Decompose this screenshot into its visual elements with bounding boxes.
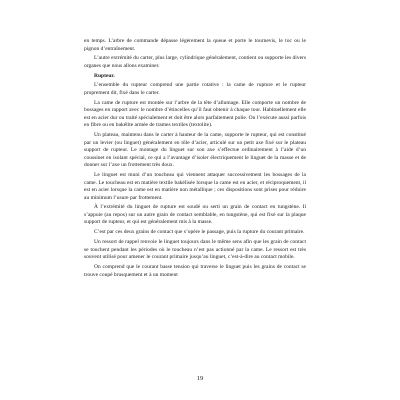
- section-heading-rupteur: Rupteur.: [94, 73, 115, 80]
- paragraph-ressort-rappel: Un ressort de rappel renvoie le linguet toujours dans le même sens afin que les grain de contact se touchent pendant les périodes où le toucheau n’est pas actionné par la came. Le ressort est très souvent utilisé pour amener le courant primaire jusqu’au linguet, c’est-à-dire au contact mobile.: [84, 239, 306, 261]
- paragraph-plateau: Un plateau, maintenu dans le carter à hauteur de la came, supporte le rupteur, qui est constitué par un levier (ou linguet) généralement en tôle d’acier, articulé sur un petit axe fixé sur le plateau support de rupteur. Le montage du linguet sur son axe s’effectue ordinairement à l’aide d’un coussinet en isolant spécial, ce qui a l’avantage d’isoler électriquement le linguet de la masse et de donner sur l’axe un frottement très doux.: [84, 132, 306, 169]
- paragraph-came-rupture: La came de rupture est montée sur l’arbre de la tête d’allumage. Elle comporte un nombre de bossages en rapport avec le nombre d’étincelles qu’il faut obtenir à chaque tour. Habituellement elle est en acier dur ou traité spécialement et doit être alors parfaitement polie. On l’exécute aussi parfois en fibre ou en bakélite armée de trames textiles (textolite).: [84, 99, 306, 129]
- body-text: [84, 38, 306, 282]
- paragraph-grain-contact: À l’extrémité du linguet de rupture est soudé ou serti un grain de contact en tungstène. Il s’appuie (au repos) sur un autre grain de contact semblable, en tungstène, qui est fixé sur la plaque support de rupteur, et qui est généralement mis à la masse.: [84, 204, 306, 226]
- paragraph-basse-tension: On comprend que le courant basse tension qui traverse le linguet puis les grains de contact se trouve coupé brusquement et à un moment: [84, 264, 306, 278]
- paragraph-courant-primaire: C’est par ces deux grains de contact que s’opère le passage, puis la rupture du courant primaire.: [94, 229, 305, 236]
- paragraph-toucheau: Le linguet est muni d’un toucheau qui viennent attaquer successivement les bossages de la came. Le toucheau est en matière textile bakélisée lorsque la came est en acier, et réciproquement, il est en acier lorsque la came est en matière non métallique ; ces dispositions sont prises pour réduire au minimum l’usure par frottement.: [84, 172, 306, 201]
- paragraph-carter: L’autre extrémité du carter, plus large, cylindrique généralement, contient ou supporte les divers organes que nous allons examiner.: [84, 55, 306, 69]
- paragraph-continuation: en temps. L’arbre de commande dépasse légèrement la queue et porte le tournevis, le toc ou le pignon d’entraînement.: [84, 38, 306, 52]
- page-number: 19: [196, 375, 204, 382]
- paragraph-ensemble-rupteur: L’ensemble du rupteur comprend une partie rotative : la came de rupture et le rupteur proprement dit, fixé dans le carter.: [84, 82, 306, 96]
